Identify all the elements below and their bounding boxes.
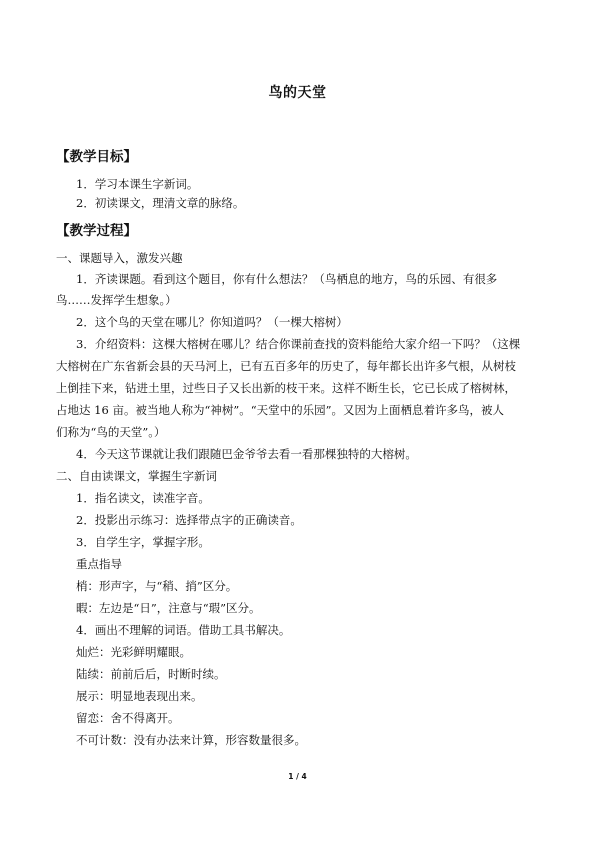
process-line: 暇：左边是“日”，注意与“瑕”区分。 [76,601,261,615]
process-line: 灿烂：光彩鲜明耀眼。 [76,645,191,659]
process-line: 占地达 16 亩。被当地人称为“神树”。“天堂中的乐园”。又因为上面栖息着许多鸟，被人 [56,403,504,417]
process-line: 梢：形声字，与“稍、捎”区分。 [76,579,238,593]
process-line: 留恋：舍不得离开。 [76,711,180,725]
page-title: 鸟的天堂 [268,85,327,101]
process-line: 陆续：前前后后，时断时续。 [76,667,226,681]
process-line: 3．介绍资料：这棵大榕树在哪儿？结合你课前查找的资料能给大家介绍一下吗？（这棵 [76,337,521,351]
process-heading: 【教学过程】 [56,223,137,239]
process-line: 重点指导 [76,557,122,571]
process-line: 1．指名读文，读准字音。 [76,491,210,505]
process-line: 一、课题导入，激发兴趣 [56,251,183,265]
process-line: 2．这个鸟的天堂在哪儿？你知道吗？（一棵大榕树） [76,315,348,329]
process-line: 鸟……发挥学生想象。） [56,293,177,307]
process-line: 1．齐读课题。看到这个题目，你有什么想法？（鸟栖息的地方，鸟的乐园、有很多 [76,272,498,286]
page-number: 1 / 4 [288,772,307,781]
process-line: 4．今天这节课就让我们跟随巴金爷爷去看一看那棵独特的大榕树。 [76,447,417,461]
goals-heading: 【教学目标】 [56,149,137,165]
process-line: 4．画出不理解的词语。借助工具书解决。 [76,623,291,637]
goal-item-2: 2．初读课文，理清文章的脉络。 [76,196,245,210]
process-line: 二、自由读课文，掌握生字新词 [56,469,217,483]
goal-item-1: 1．学习本课生字新词。 [76,177,199,191]
process-line: 们称为“鸟的天堂”。） [56,425,166,439]
process-line: 展示：明显地表现出来。 [76,689,203,703]
process-line: 上倒挂下来，钻进土里，过些日子又长出新的枝干来。这样不断生长，它已长成了榕树林， [56,381,516,395]
process-line: 大榕树在广东省新会县的天马河上，已有五百多年的历史了，每年都长出许多气根，从树枝 [56,359,516,373]
process-line: 不可计数：没有办法来计算，形容数量很多。 [76,733,306,747]
process-line: 2．投影出示练习：选择带点字的正确读音。 [76,513,302,527]
process-line: 3．自学生字，掌握字形。 [76,535,210,549]
